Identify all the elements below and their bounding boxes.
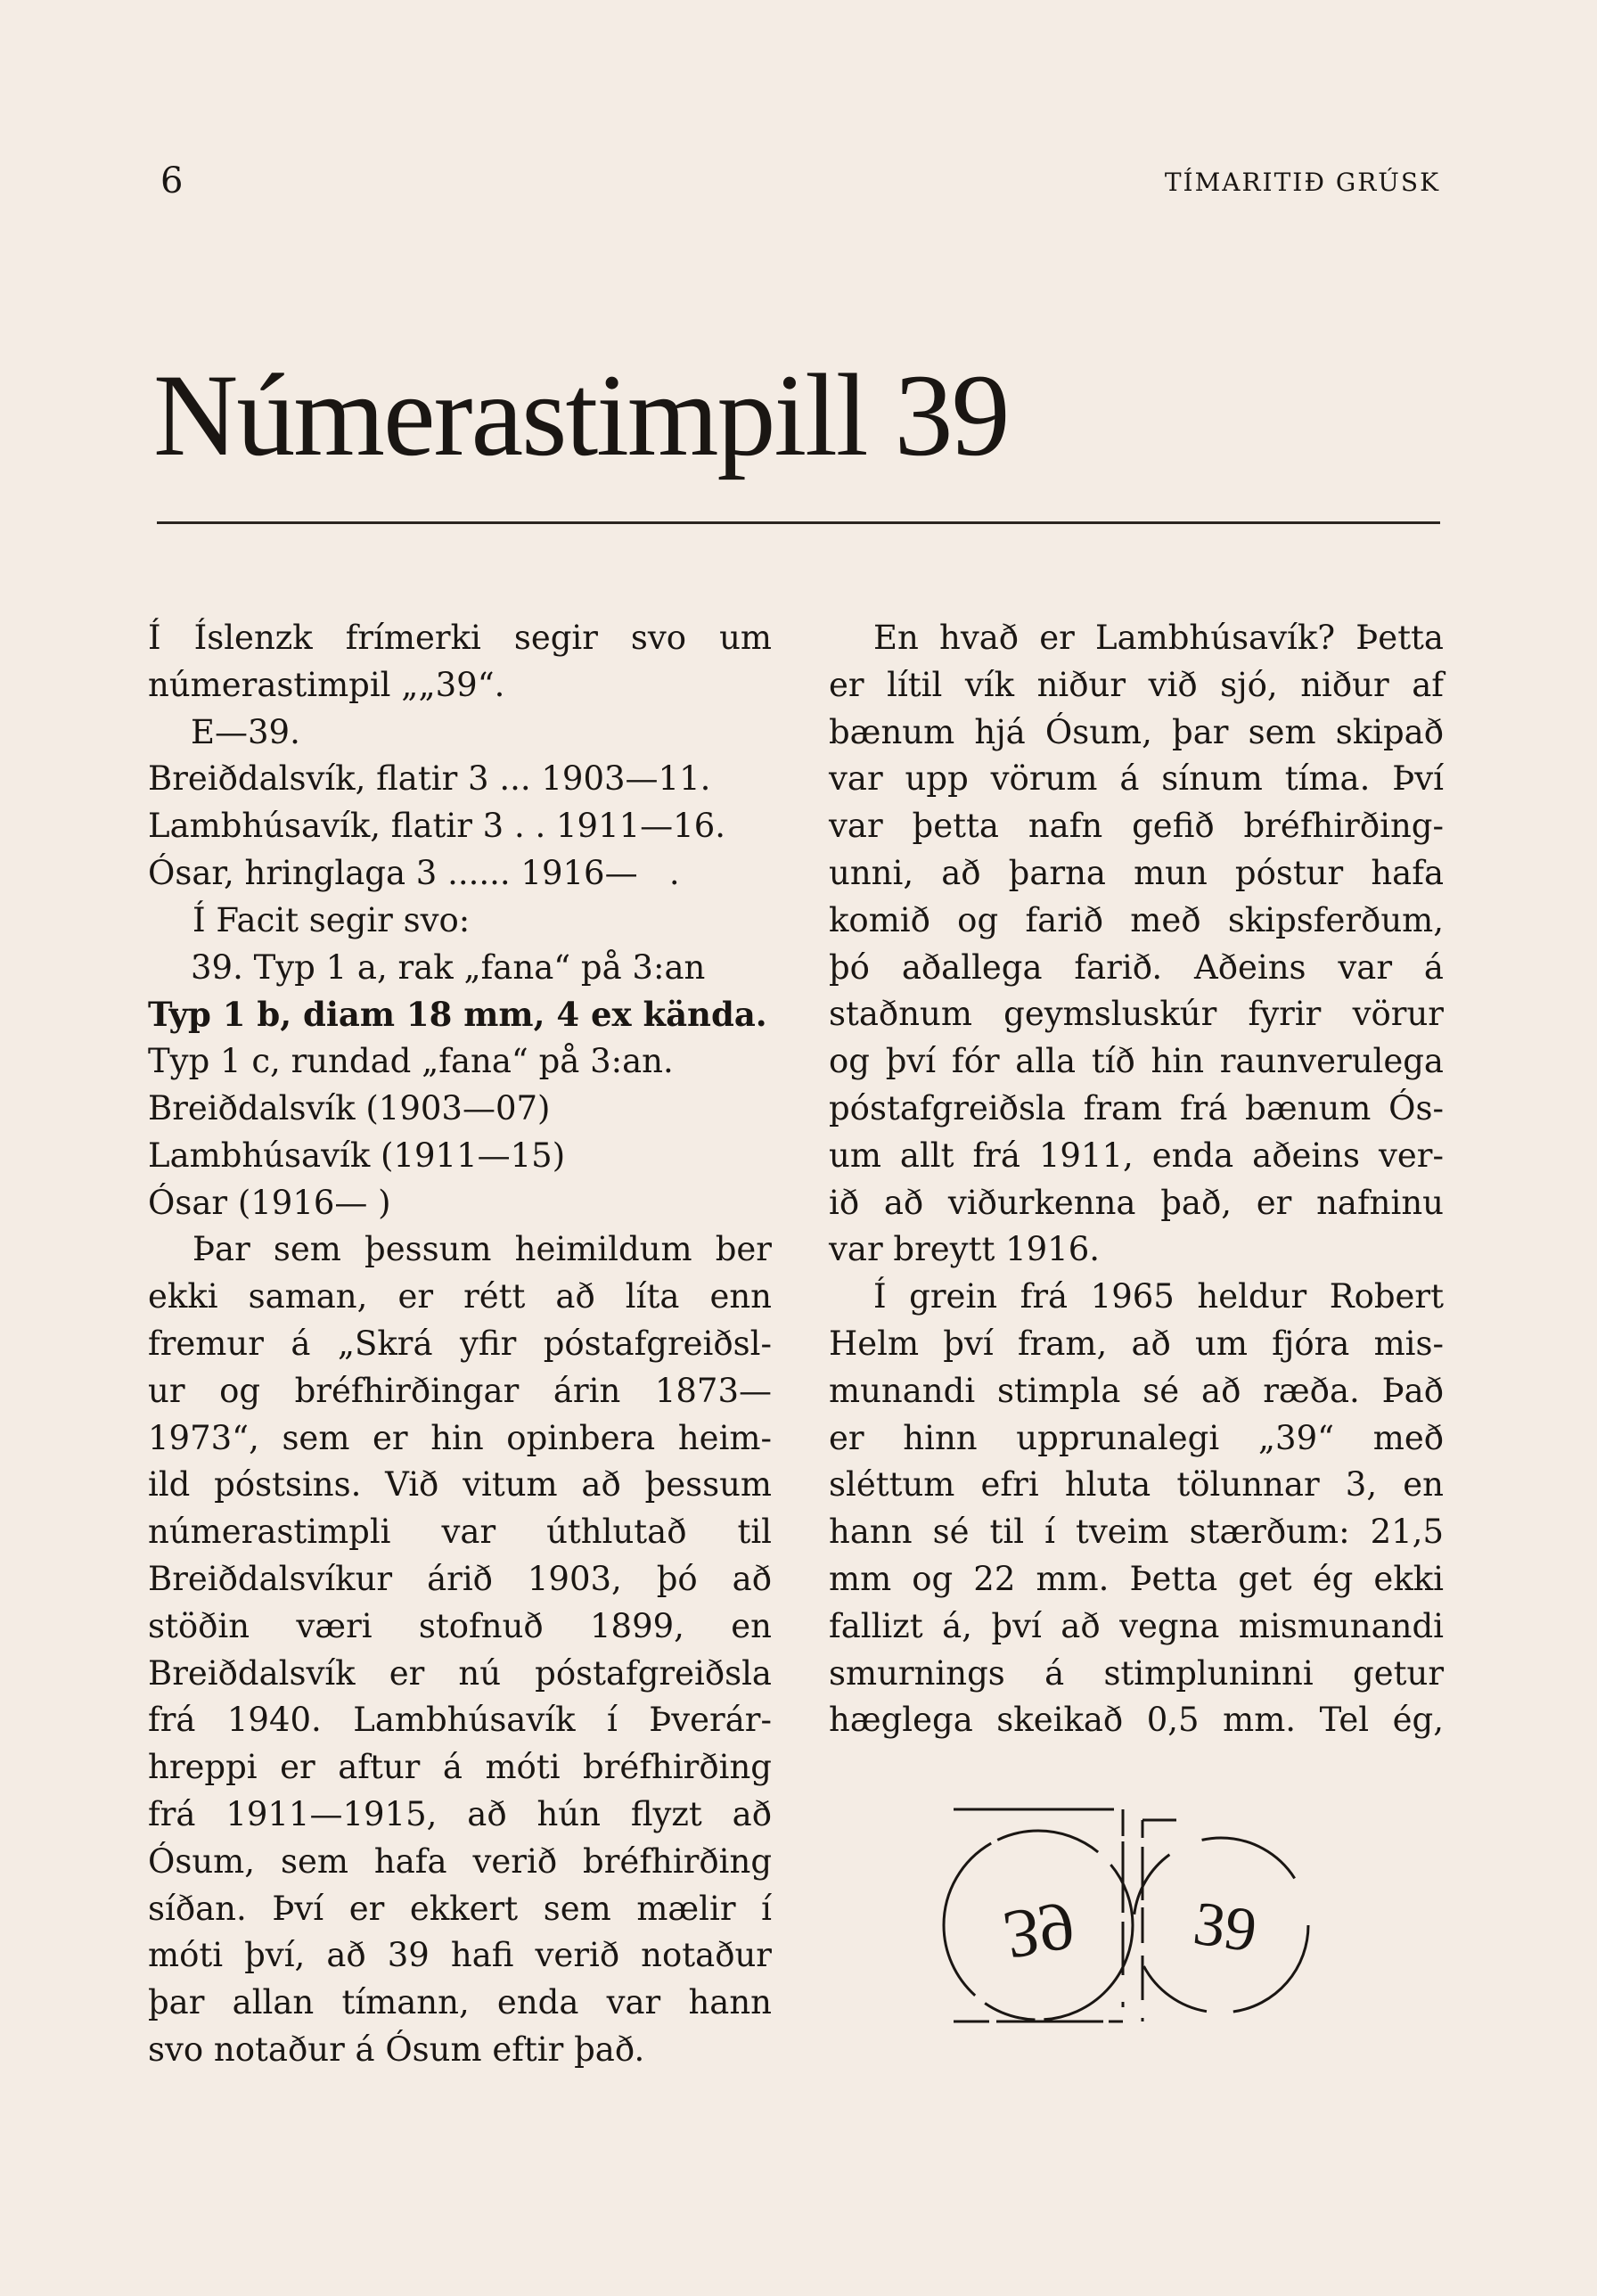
text-line: númerastimpil „„39“.	[148, 665, 505, 704]
text-line: 1973“, sem er hin opinbera heim-	[148, 1418, 772, 1457]
text-line: hreppi er aftur á móti bréfhirðing	[148, 1748, 772, 1787]
stamp-1-number: 39	[998, 1886, 1081, 1976]
text-line: hann sé til í tveim stærðum: 21,5	[829, 1513, 1444, 1552]
text-line: fremur á „Skrá yfir póstafgreiðsl-	[148, 1324, 772, 1363]
text-line: var breytt 1916.	[829, 1230, 1101, 1269]
text-line: bænum hjá Ósum, þar sem skipað	[829, 712, 1444, 751]
text-line: var upp vörum á sínum tíma. Því	[829, 759, 1444, 799]
text-line: mm og 22 mm. Þetta get ég ekki	[829, 1559, 1444, 1598]
right-column	[829, 615, 1444, 1744]
text-line: ur og bréfhirðingar árin 1873—	[148, 1371, 772, 1410]
text-line: Í Facit segir svo:	[192, 900, 471, 939]
text-line: var þetta nafn gefið bréfhirðing-	[829, 807, 1444, 846]
text-line: stöðin væri stofnuð 1899, en	[148, 1606, 772, 1645]
text-line: sléttum efri hluta tölunnar 3, en	[829, 1465, 1444, 1505]
text-line: frá 1911—1915, að hún flyzt að	[148, 1794, 772, 1833]
text-line: síðan. Því er ekkert sem mælir í	[148, 1889, 772, 1928]
text-line: En hvað er Lambhúsavík? Þetta	[873, 619, 1444, 657]
text-line: Helm því fram, að um fjóra mis-	[829, 1324, 1444, 1363]
stamp-listing-line: Ósar, hringlaga 3 ...... 1916— .	[148, 853, 680, 892]
text-line: númerastimpli var úthlutað til	[148, 1513, 772, 1552]
text-line: fallizt á, því að vegna mismunandi	[829, 1606, 1444, 1645]
text-line: Breiðdalsvíkur árið 1903, þó að	[148, 1559, 772, 1598]
text-line: póstafgreiðsla fram frá bænum Ós-	[829, 1088, 1444, 1128]
left-column	[148, 615, 772, 2074]
facit-line: Breiðdalsvík (1903—07)	[148, 1088, 551, 1128]
facit-line: 39. Typ 1 a, rak „fana“ på 3:an	[191, 947, 706, 987]
text-line: svo notaður á Ósum eftir það.	[148, 2030, 645, 2069]
stamp-listing-line: Breiðdalsvík, flatir 3 ... 1903—11.	[148, 759, 711, 799]
text-line: er hinn upprunalegi „39“ með	[829, 1418, 1444, 1457]
text-line: ið að viðurkenna það, er nafninu	[829, 1183, 1444, 1222]
facit-line: Ósar (1916— )	[148, 1183, 391, 1222]
text-line: smurnings á stimpluninni getur	[829, 1653, 1444, 1693]
text-line: þó aðallega farið. Aðeins var á	[829, 947, 1444, 987]
text-line: Breiðdalsvík er nú póstafgreiðsla	[148, 1653, 772, 1693]
title-rule	[157, 521, 1440, 524]
facit-line: Lambhúsavík (1911—15)	[148, 1136, 566, 1175]
text-line: staðnum geymsluskúr fyrir vörur	[829, 995, 1444, 1034]
text-line: þar allan tímann, enda var hann	[148, 1983, 772, 2022]
text-line: ild póstsins. Við vitum að þessum	[148, 1465, 772, 1505]
text-line: og því fór alla tíð hin raunverulega	[829, 1042, 1444, 1081]
stamp-illustration	[918, 1800, 1328, 2032]
text-line: Í grein frá 1965 heldur Robert	[873, 1277, 1444, 1316]
facit-line: Typ 1 b, diam 18 mm, 4 ex kända.	[148, 995, 767, 1035]
text-line: unni, að þarna mun póstur hafa	[829, 853, 1444, 892]
text-line: ekki saman, er rétt að líta enn	[148, 1277, 772, 1316]
text-line: hæglega skeikað 0,5 mm. Tel ég,	[829, 1701, 1444, 1740]
stamp-listing-code: E—39.	[191, 712, 300, 751]
stamp-2-number: 39	[1189, 1889, 1261, 1966]
facit-line: Typ 1 c, rundad „fana“ på 3:an.	[148, 1042, 674, 1081]
text-line: Í Íslenzk frímerki segir svo um	[148, 619, 772, 657]
page-number: 6	[160, 160, 184, 201]
text-line: móti því, að 39 hafi verið notaður	[148, 1936, 772, 1975]
text-line: um allt frá 1911, enda aðeins ver-	[829, 1136, 1444, 1175]
text-line: er lítil vík niður við sjó, niður af	[829, 665, 1444, 704]
text-line: frá 1940. Lambhúsavík í Þverár-	[148, 1701, 772, 1740]
text-line: munandi stimpla sé að ræða. Það	[829, 1371, 1444, 1410]
article-title: Númerastimpill 39	[153, 349, 1009, 480]
text-line: Ósum, sem hafa verið bréfhirðing	[148, 1841, 772, 1881]
text-line: Þar sem þessum heimildum ber	[192, 1230, 772, 1269]
running-head: TÍMARITIÐ GRÚSK	[1164, 168, 1440, 197]
text-line: komið og farið með skipsferðum,	[829, 900, 1444, 939]
stamp-listing-line: Lambhúsavík, flatir 3 . . 1911—16.	[148, 807, 726, 846]
